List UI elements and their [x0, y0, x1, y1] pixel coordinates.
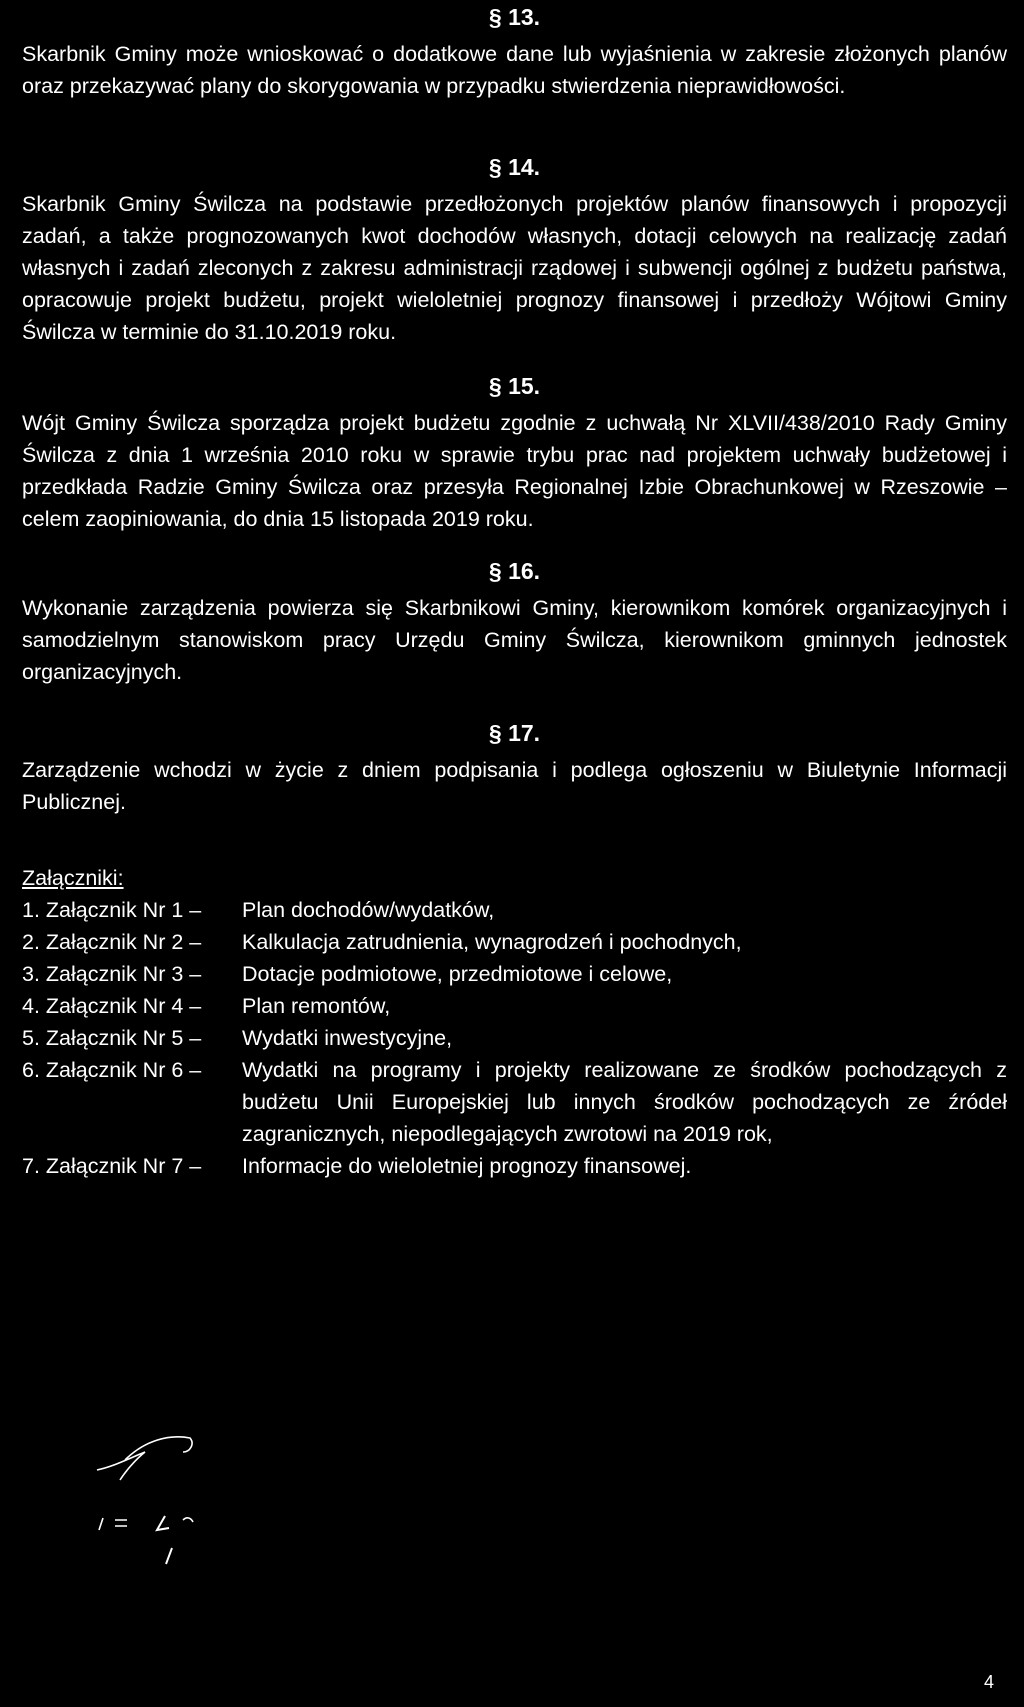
attachments-title: Załączniki:	[22, 866, 124, 890]
attachment-item	[22, 1054, 1007, 1150]
attachment-number: 5. Załącznik Nr 5 –	[22, 1026, 202, 1050]
attachment-description: Dotacje podmiotowe, przedmiotowe i celowe,	[242, 962, 673, 986]
section-17	[22, 718, 1007, 818]
attachment-description: Plan remontów,	[242, 994, 391, 1018]
section-13	[22, 2, 1007, 102]
attachment-description: Plan dochodów/wydatków,	[242, 898, 495, 922]
section-text: Wójt Gminy Świlcza sporządza projekt budżetu zgodnie z uchwałą Nr XLVII/438/2010 Rady Gminy Świlcza z dnia 1 września 2010 roku w sprawie trybu prac nad projektem uchwały budżetowej i przedkłada Radzie Gminy Świlcza oraz przesyła Regionalnej Izbie Obrachunkowej w Rzeszowie – celem zaopiniowania, do dnia 15 listopada 2019 roku.	[22, 411, 1007, 531]
signature-mark	[163, 1546, 175, 1572]
attachment-item	[22, 1022, 1007, 1054]
attachment-description: Informacje do wieloletniej prognozy finansowej.	[242, 1154, 692, 1178]
attachment-description: Kalkulacja zatrudnienia, wynagrodzeń i pochodnych,	[242, 930, 742, 954]
attachment-item	[22, 926, 1007, 958]
attachment-number: 1. Załącznik Nr 1 –	[22, 898, 202, 922]
section-text: Skarbnik Gminy Świlcza na podstawie przedłożonych projektów planów finansowych i propozycji zadań, a także prognozowanych kwot dochodów własnych, dotacji celowych na realizację zadań własnych i zadań zleconych z zakresu administracji rządowej i subwencji ogólnej z budżetu państwa, opracowuje projekt budżetu, projekt wieloletniej prognozy finansowej i przedłoży Wójtowi Gminy Świlcza w terminie do 31.10.2019 roku.	[22, 192, 1007, 344]
section-14	[22, 152, 1007, 348]
signature-image	[95, 1430, 225, 1540]
attachment-number: 2. Załącznik Nr 2 –	[22, 930, 202, 954]
section-heading: § 16.	[488, 558, 541, 584]
section-heading: § 15.	[488, 373, 541, 399]
attachments-list	[22, 894, 1007, 1182]
attachment-description: Wydatki na programy i projekty realizowane ze środków pochodzących z budżetu Unii Europejskiej lub innych środków pochodzących ze źródeł zagranicznych, niepodlegających zwrotowi na 2019 rok,	[242, 1058, 1007, 1146]
attachment-number: 6. Załącznik Nr 6 –	[22, 1058, 202, 1082]
attachment-number: 4. Załącznik Nr 4 –	[22, 994, 202, 1018]
attachment-item	[22, 1150, 1007, 1182]
section-text: Wykonanie zarządzenia powierza się Skarbnikowi Gminy, kierownikom komórek organizacyjnych i samodzielnym stanowiskom pracy Urzędu Gminy Świlcza, kierownikom gminnych jednostek organizacyjnych.	[22, 596, 1007, 684]
attachments	[22, 862, 1007, 1182]
handwritten-signature	[95, 1430, 225, 1545]
section-text: Zarządzenie wchodzi w życie z dniem podpisania i podlega ogłoszeniu w Biuletynie Informacji Publicznej.	[22, 758, 1007, 814]
section-text: Skarbnik Gminy może wnioskować o dodatkowe dane lub wyjaśnienia w zakresie złożonych planów oraz przekazywać plany do skorygowania w przypadku stwierdzenia nieprawidłowości.	[22, 42, 1007, 98]
attachment-number: 3. Załącznik Nr 3 –	[22, 962, 202, 986]
section-heading: § 13.	[488, 4, 541, 30]
section-heading: § 17.	[488, 720, 541, 746]
slash-mark-icon	[163, 1546, 175, 1566]
section-16	[22, 556, 1007, 688]
attachment-item	[22, 958, 1007, 990]
attachment-item	[22, 990, 1007, 1022]
section-heading: § 14.	[488, 154, 541, 180]
attachment-description: Wydatki inwestycyjne,	[242, 1026, 453, 1050]
section-15	[22, 371, 1007, 535]
attachment-number: 7. Załącznik Nr 7 –	[22, 1154, 202, 1178]
attachment-item	[22, 894, 1007, 926]
page-number: 4	[983, 1672, 994, 1692]
